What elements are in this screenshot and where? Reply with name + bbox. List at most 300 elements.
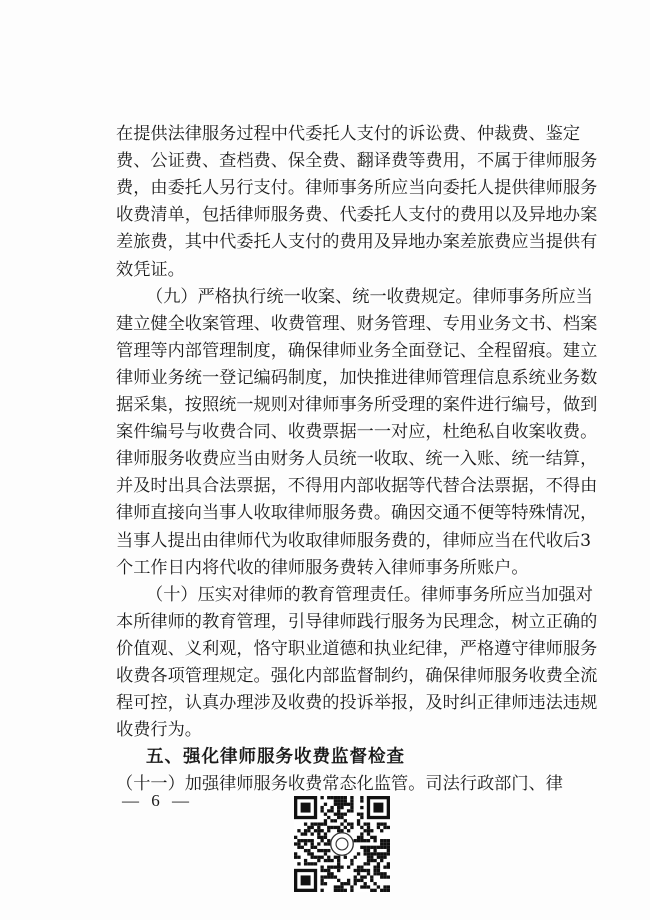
qr-module [383,875,386,878]
qr-module [327,829,330,832]
qr-module [327,869,330,872]
qr-module [370,836,373,839]
qr-module [307,862,310,865]
qr-module [301,803,311,813]
qr-module [373,882,376,885]
qr-module [347,822,350,825]
section-heading: 五、强化律师服务收费监督检查 [146,747,405,768]
qr-module [367,862,370,865]
qr-module [347,879,350,882]
qr-module [387,885,390,888]
qr-module [320,839,323,842]
qr-module [377,866,380,869]
qr-code [292,796,392,892]
qr-module [360,866,363,869]
qr-module [324,803,327,806]
qr-module [294,842,297,845]
qr-module [347,803,350,806]
qr-module [350,799,353,802]
qr-module [294,852,297,855]
qr-module [367,869,370,872]
qr-module [354,839,357,842]
body-text-line: 案件编号与收费合同、收费票据一一对应，杜绝私自收案收费。 [116,422,598,443]
qr-module [324,875,327,878]
qr-module [383,822,386,825]
qr-module [337,826,340,829]
qr-module [337,859,340,862]
qr-module [307,839,310,842]
qr-module [387,849,390,852]
qr-module [324,849,327,852]
qr-module [337,869,340,872]
body-text-line: 价值观、义利观，恪守职业道德和执业纪律，严格遵守律师服务 [116,638,598,659]
qr-module [357,822,360,825]
qr-module [340,882,343,885]
qr-module [373,872,376,875]
qr-module [350,803,353,806]
qr-module [327,809,330,812]
body-text-line: 建立健全收案管理、收费管理、财务管理、专用业务文书、档案 [116,313,598,334]
qr-module [380,852,383,855]
qr-module [367,822,370,825]
qr-module [304,849,307,852]
qr-module [344,856,347,859]
body-text-line: 律师直接向当事人收取律师服务费。确因交通不便等特殊情况， [116,503,598,524]
qr-module [337,856,340,859]
qr-module [317,856,320,859]
qr-module [357,869,360,872]
qr-module [337,813,340,816]
qr-module [297,839,300,842]
qr-module [364,822,367,825]
qr-module [380,859,383,862]
qr-module [311,822,314,825]
qr-module [320,806,323,809]
qr-module [334,796,337,799]
qr-module [304,842,307,845]
qr-module [330,809,333,812]
qr-module [383,852,386,855]
qr-module [307,852,310,855]
body-text-line: 程可控，认真办理涉及收费的投诉举报，及时纠正律师违法违规 [116,693,598,714]
qr-module [327,859,330,862]
qr-module [307,849,310,852]
qr-module [324,836,327,839]
qr-module [324,882,327,885]
qr-module [340,866,343,869]
qr-module [373,836,376,839]
qr-module [324,869,327,872]
qr-module [304,862,307,865]
qr-module [360,869,363,872]
qr-module [311,862,314,865]
qr-module [340,889,343,892]
qr-module [380,889,383,892]
qr-module [327,849,330,852]
qr-module [334,866,337,869]
qr-module [370,889,373,892]
qr-module [367,832,370,835]
qr-module [360,875,363,878]
qr-module [317,836,320,839]
qr-module [357,872,360,875]
qr-module [334,856,337,859]
qr-module [387,862,390,865]
body-text-line: 收费行为。 [116,720,202,741]
qr-module [320,879,323,882]
qr-module [314,829,317,832]
qr-module [383,872,386,875]
qr-module [324,813,327,816]
qr-module [364,829,367,832]
qr-module [317,822,320,825]
qr-module [370,879,373,882]
qr-module [344,803,347,806]
qr-module [364,882,367,885]
qr-module [337,799,340,802]
qr-module [344,819,347,822]
qr-module [317,829,320,832]
qr-module [367,846,370,849]
qr-module [373,859,376,862]
qr-module [373,849,376,852]
qr-module [327,842,330,845]
qr-module [334,885,337,888]
qr-module [354,879,357,882]
qr-module [367,885,370,888]
qr-module [360,826,363,829]
qr-module [344,882,347,885]
qr-module [383,889,386,892]
qr-module [304,822,307,825]
qr-module [354,856,357,859]
body-text-line: 费、公证费、查档费、保全费、翻译费等费用，不属于律师服务 [116,151,598,172]
qr-module [350,826,353,829]
body-text-line: 差旅费，其中代委托人支付的费用及异地办案差旅费应当提供有 [116,232,598,253]
qr-module [360,806,363,809]
qr-module [311,856,314,859]
qr-module [364,849,367,852]
qr-module [337,809,340,812]
qr-module [347,882,350,885]
qr-module [340,816,343,819]
qr-module [330,859,333,862]
qr-module [340,796,343,799]
qr-module [373,866,376,869]
qr-module [360,813,363,816]
qr-module [314,846,317,849]
qr-module [347,866,350,869]
qr-module [320,796,323,799]
qr-module [350,796,353,799]
qr-module [297,856,300,859]
qr-module [320,882,323,885]
qr-module [370,859,373,862]
qr-module [380,856,383,859]
qr-module [337,889,340,892]
qr-module [337,879,340,882]
qr-module [311,846,314,849]
qr-module [387,866,390,869]
body-text-line: 本所律师的教育管理，引导律师践行服务为民理念，树立正确的 [116,611,598,632]
qr-module [337,803,340,806]
qr-module [320,889,323,892]
qr-module [324,832,327,835]
qr-module [334,813,337,816]
qr-module [320,822,323,825]
qr-module [301,839,304,842]
qr-module [344,826,347,829]
qr-module [373,839,376,842]
qr-module [334,799,337,802]
body-text-line: 据采集，按照统一规则对律师事务所受理的案件进行编号，做到 [116,395,598,415]
qr-module [360,796,363,799]
qr-module [367,872,370,875]
qr-module [320,829,323,832]
qr-module [340,885,343,888]
qr-module [297,842,300,845]
qr-module [304,829,307,832]
qr-module [373,889,376,892]
qr-module [337,829,340,832]
qr-module [320,836,323,839]
qr-module [324,822,327,825]
qr-module [380,822,383,825]
qr-module [357,866,360,869]
section-eleven-first-line: （十一）加强律师服务收费常态化监管。司法行政部门、律 [116,774,563,795]
qr-module [317,832,320,835]
qr-module [360,879,363,882]
qr-module [360,832,363,835]
qr-module [314,856,317,859]
qr-module [354,882,357,885]
body-text-line: 并及时出具合法票据，不得用内部收据等代替合法票据，不得由 [116,476,598,497]
qr-module [360,846,363,849]
qr-module [377,862,380,865]
qr-module [383,846,386,849]
qr-module [327,839,330,842]
qr-module [380,875,383,878]
qr-module [354,869,357,872]
qr-module [380,842,383,845]
qr-module [364,862,367,865]
qr-module [320,866,323,869]
qr-module [357,879,360,882]
qr-module [344,889,347,892]
page-number: — 6 — [122,791,193,810]
qr-module [377,822,380,825]
body-text-line: 律师业务统一登记编码制度，加快推进律师管理信息系统业务数 [116,367,598,388]
qr-module [364,875,367,878]
qr-module [360,799,363,802]
qr-module [337,862,340,865]
qr-module [370,846,373,849]
qr-module [340,799,343,802]
qr-module [383,866,386,869]
qr-module [383,856,386,859]
qr-module [327,866,330,869]
qr-module [367,859,370,862]
body-text-line: 效凭证。 [116,259,185,280]
qr-module [340,829,343,832]
qr-module [367,852,370,855]
qr-module [354,875,357,878]
qr-module [294,856,297,859]
qr-module [370,856,373,859]
qr-module [357,852,360,855]
qr-module [370,852,373,855]
qr-module [350,822,353,825]
qr-module [324,852,327,855]
qr-module [350,862,353,865]
qr-module [330,806,333,809]
qr-module [330,872,333,875]
qr-module [320,856,323,859]
qr-module [364,839,367,842]
qr-module [327,796,330,799]
qr-module [311,826,314,829]
qr-center-emblem-icon [331,833,354,856]
qr-module [340,803,343,806]
qr-module [330,796,333,799]
body-text-line: 在提供法律服务过程中代委托人支付的诉讼费、仲裁费、鉴定 [116,124,581,144]
body-text-line: 律师服务收费应当由财务人员统一收取、统一入账、统一结算， [116,449,598,470]
qr-module [373,869,376,872]
qr-module [311,852,314,855]
qr-module [337,816,340,819]
qr-module [334,875,337,878]
qr-module [330,875,333,878]
qr-module [377,856,380,859]
qr-module [387,826,390,829]
qr-module [324,842,327,845]
qr-module [337,796,340,799]
qr-module [380,846,383,849]
qr-module [327,856,330,859]
qr-module [357,819,360,822]
qr-module [330,866,333,869]
body-text-line: 管理等内部管理制度，确保律师业务全面登记、全程留痕。建立 [116,340,598,361]
qr-module [334,826,337,829]
qr-module [357,813,360,816]
qr-module [377,826,380,829]
qr-module [380,872,383,875]
qr-module [347,829,350,832]
qr-module [317,842,320,845]
body-text-line: 收费清单，包括律师服务费、代委托人支付的费用以及异地办案 [116,205,598,226]
qr-module [327,872,330,875]
qr-module [380,839,383,842]
qr-module [327,816,330,819]
qr-module [357,839,360,842]
qr-module [327,826,330,829]
qr-module [304,859,307,862]
qr-module [334,803,337,806]
qr-module [377,872,380,875]
qr-module [330,819,333,822]
qr-module [357,836,360,839]
qr-module [297,846,300,849]
qr-module [307,826,310,829]
qr-module [334,889,337,892]
qr-module [317,849,320,852]
qr-module [314,862,317,865]
qr-module [364,846,367,849]
qr-module [364,885,367,888]
qr-module [327,875,330,878]
paragraph-first-line: （九）严格执行统一收案、统一收费规定。律师事务所应当 [146,286,593,307]
body-text-line: 当事人提出由律师代为收取律师服务费的，律师应当在代收后3 [116,530,592,551]
qr-module [367,839,370,842]
paragraph-first-line: （十）压实对律师的教育管理责任。律师事务所应当加强对 [146,584,593,605]
qr-module [294,836,297,839]
qr-module [383,826,386,829]
qr-module [330,826,333,829]
qr-module [337,806,340,809]
qr-module [297,862,300,865]
qr-module [311,842,314,845]
qr-module [344,813,347,816]
qr-module [320,849,323,852]
qr-module [377,852,380,855]
qr-module [350,806,353,809]
body-text-line: 个工作日内将代收的律师服务费转入律师事务所账户。 [116,557,529,578]
qr-module [311,832,314,835]
qr-module [304,832,307,835]
qr-module [317,826,320,829]
qr-module [377,885,380,888]
qr-module [340,822,343,825]
qr-module [324,859,327,862]
qr-module [367,849,370,852]
qr-module [350,809,353,812]
qr-module [373,846,376,849]
qr-module [364,869,367,872]
qr-module [320,869,323,872]
qr-module [347,809,350,812]
qr-module [344,796,347,799]
qr-module [387,889,390,892]
qr-module [317,859,320,862]
qr-module [311,839,314,842]
qr-module [360,839,363,842]
qr-module [383,842,386,845]
qr-module [383,839,386,842]
qr-module [301,875,311,885]
qr-module [367,826,370,829]
qr-module [373,852,376,855]
qr-module [360,836,363,839]
qr-module [377,846,380,849]
qr-module [350,885,353,888]
qr-module [383,885,386,888]
qr-module [320,809,323,812]
qr-module [387,842,390,845]
qr-module [304,839,307,842]
body-text-line: 收费各项管理规定。强化内部监督制约，确保律师服务收费全流 [116,666,598,686]
qr-module [380,829,383,832]
body-text-line: 费，由委托人另行支付。律师事务所应当向委托人提供律师服务 [116,178,598,199]
qr-module [364,852,367,855]
qr-module [350,889,353,892]
qr-module [301,846,304,849]
qr-module [320,875,323,878]
qr-module [301,832,304,835]
qr-module [387,875,390,878]
qr-module [360,885,363,888]
qr-module [373,803,383,813]
qr-module [334,819,337,822]
